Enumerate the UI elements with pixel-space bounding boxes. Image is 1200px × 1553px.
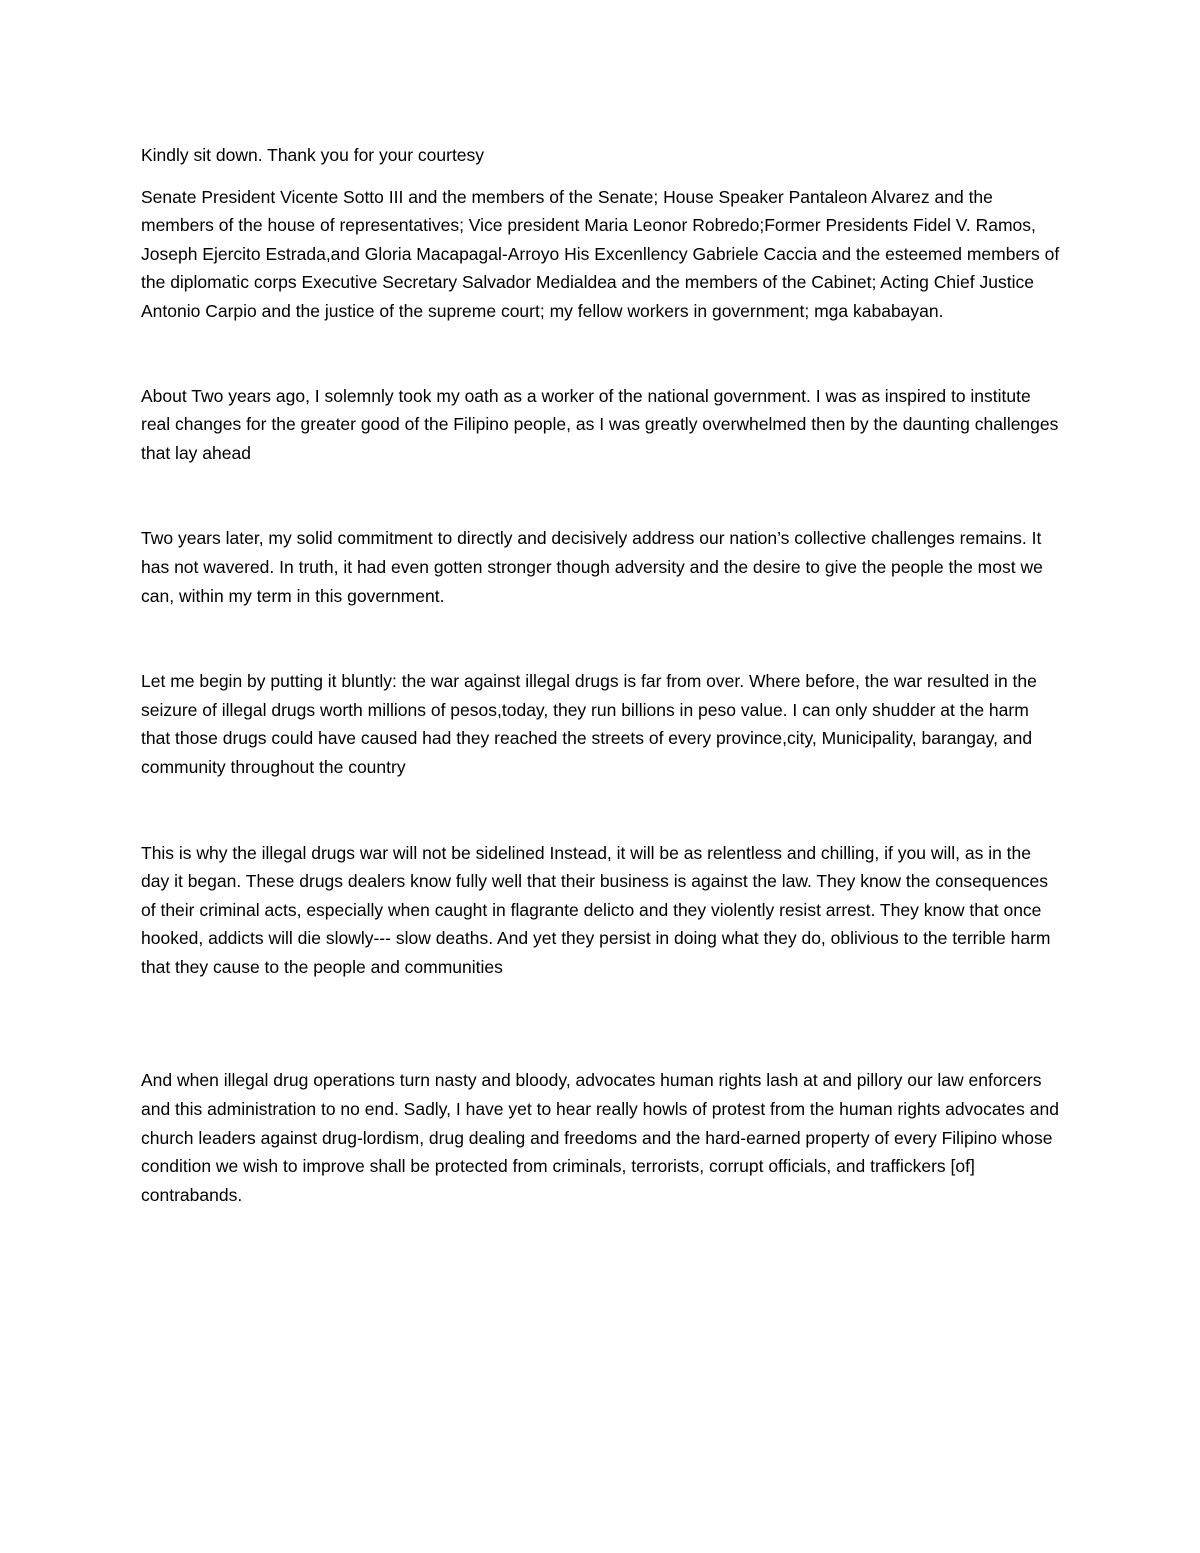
paragraph-relentless: This is why the illegal drugs war will not be sidelined Instead, it will be as relentless and chilling, if you will, as in the day it began. These drugs dealers know fully well that their business is against the law. They know the consequences of their criminal acts, especially when caught in flagrante delicto and they violently resist arrest. They know that once hooked, addicts will die slowly--- slow deaths. And yet they persist in doing what they do, oblivious to the terrible harm that they cause to the people and communities [141,842,1051,977]
paragraph-oath: About Two years ago, I solemnly took my oath as a worker of the national government. I was as inspired to institute real changes for the greater good of the Filipino people, as I was greatly overwhelmed then by the daunting challenges that lay ahead [141,385,1059,463]
paragraph-commitment: Two years later, my solid commitment to directly and decisively address our nation’s collective challenges remains. It has not wavered. In truth, it had even gotten stronger though adversity and the desire to give the people the most we can, within my term in this government. [141,528,1043,606]
paragraph-drugs: Let me begin by putting it bluntly: the war against illegal drugs is far from over. Where before, the war resulted in the seizure of illegal drugs worth millions of pesos,today, they run billions in peso value. I can only shudder at the harm that those drugs could have caused had they reached the streets of every province,city, Municipality, barangay, and community throughout the country [141,671,1037,777]
document-body [141,141,1061,1209]
paragraph-rights: And when illegal drug operations turn nasty and bloody, advocates human rights lash at and pillory our law enforcers and this administration to no end. Sadly, I have yet to hear really howls of protest from the human rights advocates and church leaders against drug-lordism, drug dealing and freedoms and the hard-earned property of every Filipino whose condition we wish to improve shall be protected from criminals, terrorists, corrupt officials, and traffickers [of] contrabands. [141,1070,1059,1205]
paragraph-greeting: Kindly sit down. Thank you for your courtesy [141,145,485,165]
paragraph-address: Senate President Vicente Sotto III and the members of the Senate; House Speaker Pantaleon Alvarez and the members of the house of representatives; Vice president Maria Leonor Robredo;Former Presidents Fidel V. Ramos, Joseph Ejercito Estrada,and Gloria Macapagal-Arroyo His Excenllency Gabriele Caccia and the esteemed members of the diplomatic corps Executive Secretary Salvador Medialdea and the members of the Cabinet; Acting Chief Justice Antonio Carpio and the justice of the supreme court; my fellow workers in government; mga kababayan. [141,186,1060,321]
